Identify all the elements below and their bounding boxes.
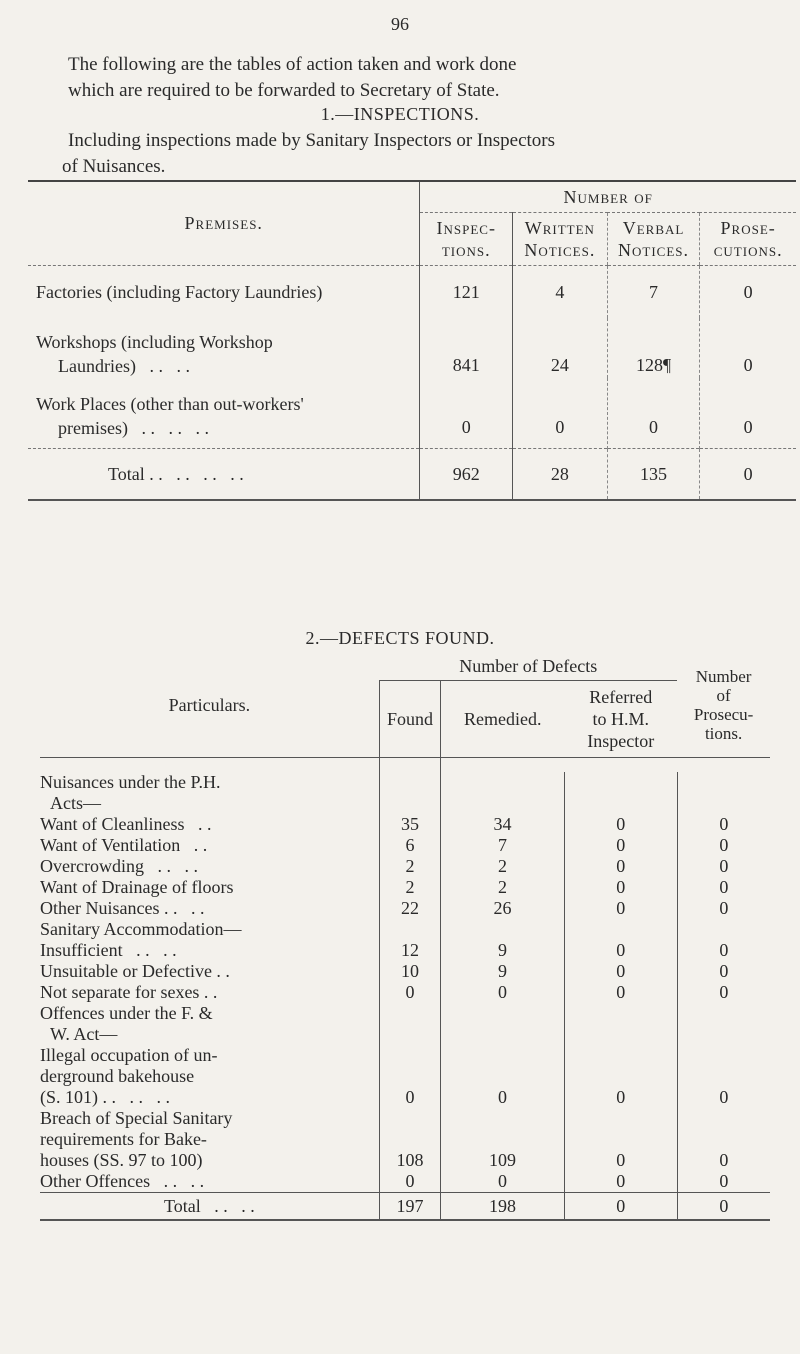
remedied-value (441, 1108, 565, 1129)
referred-value: 0 (564, 835, 677, 856)
referred-value (564, 793, 677, 814)
row-label: derground bakehouse (40, 1066, 195, 1086)
table-row (28, 378, 796, 449)
verbal-value: 7 (607, 266, 700, 319)
remedied-value (441, 1024, 565, 1045)
referred-value: 0 (564, 1171, 677, 1193)
total-verbal: 135 (607, 449, 700, 501)
remedied-value: 0 (441, 1171, 565, 1193)
found-value (379, 1003, 441, 1024)
intro-paragraph (68, 52, 768, 104)
table-row (40, 1045, 770, 1066)
total-found: 197 (379, 1193, 441, 1221)
remedied-value (441, 772, 565, 793)
section-1-subtitle-line-2: of Nuisances. (62, 156, 166, 177)
prosecutions-value (677, 1003, 770, 1024)
inspections-header: Inspec- tions. (420, 213, 513, 266)
table-row (28, 266, 796, 319)
particulars-header: Particulars. (40, 652, 379, 758)
verbal-notices-header: Verbal Notices. (607, 213, 700, 266)
found-value (379, 1066, 441, 1087)
defects-table-body (40, 772, 770, 1193)
prosecutions-value: 0 (677, 1171, 770, 1193)
remedied-value (441, 1003, 565, 1024)
row-label: Illegal occupation of un- (40, 1045, 218, 1065)
row-label: Workshops (including Workshop Laundries) . . . . (36, 332, 273, 376)
prosecutions-value: 0 (700, 318, 796, 378)
found-value: 0 (379, 982, 441, 1003)
row-label: Work Places (other than out-workers' premises) . . . . . . (36, 394, 304, 438)
table-row (40, 898, 770, 919)
number-of-defects-header: Number of Defects (379, 652, 677, 681)
remedied-header: Remedied. (441, 681, 565, 758)
total-label: Total . . . . (40, 1193, 379, 1221)
prosecutions-value (677, 1129, 770, 1150)
written-value: 0 (513, 378, 608, 449)
table-row (40, 856, 770, 877)
table-row (40, 1171, 770, 1193)
remedied-value (441, 1066, 565, 1087)
table-row (40, 835, 770, 856)
total-row (40, 1193, 770, 1221)
prosecutions-value: 0 (677, 982, 770, 1003)
section-1-subtitle (68, 128, 768, 154)
table-row (40, 814, 770, 835)
row-label: Insufficient . . . . (40, 940, 177, 960)
found-value: 2 (379, 856, 441, 877)
remedied-value (441, 1045, 565, 1066)
premises-header: Premises. (28, 182, 420, 266)
defects-table (40, 652, 770, 1221)
row-label: Want of Cleanliness . . (40, 814, 212, 834)
prosecutions-value: 0 (677, 1087, 770, 1108)
table-row (40, 1108, 770, 1129)
remedied-value: 9 (441, 940, 565, 961)
referred-value: 0 (564, 961, 677, 982)
found-header: Found (379, 681, 441, 758)
referred-value: 0 (564, 940, 677, 961)
remedied-value: 0 (441, 982, 565, 1003)
prosecutions-value (677, 1024, 770, 1045)
inspections-value: 841 (420, 318, 513, 378)
table-row (40, 1129, 770, 1150)
table-row (40, 1003, 770, 1024)
row-label: Want of Drainage of floors (40, 877, 234, 897)
prosecutions-value (677, 793, 770, 814)
found-value: 6 (379, 835, 441, 856)
row-label: requirements for Bake- (40, 1129, 207, 1149)
found-value: 22 (379, 898, 441, 919)
verbal-value: 128¶ (607, 318, 700, 378)
referred-value (564, 1003, 677, 1024)
row-label: W. Act— (50, 1024, 118, 1044)
row-label: Offences under the F. & (40, 1003, 213, 1023)
table-row (40, 1150, 770, 1171)
table-row (40, 940, 770, 961)
total-remedied: 198 (441, 1193, 565, 1221)
prosecutions-value: 0 (677, 940, 770, 961)
page-number: 96 (391, 14, 409, 34)
table-row (28, 318, 796, 378)
prosecutions-value (677, 1045, 770, 1066)
table-row (40, 1087, 770, 1108)
inspections-value: 0 (420, 378, 513, 449)
referred-value: 0 (564, 877, 677, 898)
row-label: Sanitary Accommodation— (40, 919, 242, 939)
remedied-value: 2 (441, 877, 565, 898)
found-value: 2 (379, 877, 441, 898)
remedied-value: 7 (441, 835, 565, 856)
prosecutions-value: 0 (677, 1150, 770, 1171)
referred-value: 0 (564, 982, 677, 1003)
prosecutions-value: 0 (700, 266, 796, 319)
found-value (379, 1024, 441, 1045)
row-label: Not separate for sexes . . (40, 982, 218, 1002)
row-label: Overcrowding . . . . (40, 856, 198, 876)
remedied-value: 34 (441, 814, 565, 835)
row-label: Other Offences . . . . (40, 1171, 205, 1191)
remedied-value (441, 1129, 565, 1150)
found-value: 12 (379, 940, 441, 961)
table-row (40, 793, 770, 814)
found-value (379, 772, 441, 793)
found-value: 108 (379, 1150, 441, 1171)
prosecutions-header: Number of Prosecu- tions. (677, 652, 770, 758)
total-prosecutions: 0 (677, 1193, 770, 1221)
total-written: 28 (513, 449, 608, 501)
written-value: 24 (513, 318, 608, 378)
table-row (40, 961, 770, 982)
prosecutions-value (677, 772, 770, 793)
referred-value (564, 1045, 677, 1066)
row-label: Want of Ventilation . . (40, 835, 208, 855)
remedied-value: 0 (441, 1087, 565, 1108)
found-value: 0 (379, 1171, 441, 1193)
found-value: 35 (379, 814, 441, 835)
referred-value: 0 (564, 856, 677, 877)
referred-value (564, 1108, 677, 1129)
section-2-title: 2.—DEFECTS FOUND. (305, 628, 495, 648)
row-label: Nuisances under the P.H. (40, 772, 221, 792)
total-inspections: 962 (420, 449, 513, 501)
section-1-title: 1.—INSPECTIONS. (320, 104, 480, 124)
prosecutions-value: 0 (677, 814, 770, 835)
written-notices-header: Written Notices. (513, 213, 608, 266)
found-value (379, 1129, 441, 1150)
referred-value (564, 1024, 677, 1045)
prosecutions-value (677, 1066, 770, 1087)
referred-value (564, 772, 677, 793)
row-label: Breach of Special Sanitary (40, 1108, 233, 1128)
remedied-value: 26 (441, 898, 565, 919)
table-row (40, 772, 770, 793)
row-label: Other Nuisances . . . . (40, 898, 205, 918)
referred-value: 0 (564, 1087, 677, 1108)
row-label: Factories (including Factory Laundries) (36, 282, 323, 302)
table-row (40, 1066, 770, 1087)
row-label: Unsuitable or Defective . . (40, 961, 230, 981)
intro-line-1: The following are the tables of action taken and work done (68, 54, 517, 75)
referred-value: 0 (564, 1150, 677, 1171)
table-row (40, 877, 770, 898)
referred-value: 0 (564, 814, 677, 835)
number-of-header: Number of (420, 182, 796, 213)
prosecutions-value: 0 (677, 898, 770, 919)
section-1-subtitle-line-1: Including inspections made by Sanitary Inspectors or Inspectors (68, 130, 556, 151)
referred-value (564, 919, 677, 940)
table-row (40, 919, 770, 940)
found-value (379, 1045, 441, 1066)
total-referred: 0 (564, 1193, 677, 1221)
referred-value (564, 1066, 677, 1087)
total-row (28, 449, 796, 501)
remedied-value: 9 (441, 961, 565, 982)
inspections-value: 121 (420, 266, 513, 319)
found-value: 0 (379, 1087, 441, 1108)
row-label: houses (SS. 97 to 100) (40, 1150, 203, 1170)
found-value: 10 (379, 961, 441, 982)
remedied-value: 2 (441, 856, 565, 877)
prosecutions-value: 0 (700, 378, 796, 449)
intro-line-2: which are required to be forwarded to Secretary of State. (68, 80, 500, 101)
inspections-table (28, 180, 796, 501)
verbal-value: 0 (607, 378, 700, 449)
table-row (40, 1024, 770, 1045)
found-value (379, 793, 441, 814)
referred-value: 0 (564, 898, 677, 919)
total-prosecutions: 0 (700, 449, 796, 501)
prosecutions-value (677, 1108, 770, 1129)
found-value (379, 919, 441, 940)
prosecutions-value: 0 (677, 856, 770, 877)
prosecutions-value (677, 919, 770, 940)
prosecutions-value: 0 (677, 877, 770, 898)
prosecutions-header: Prose- cutions. (700, 213, 796, 266)
prosecutions-value: 0 (677, 835, 770, 856)
remedied-value (441, 919, 565, 940)
prosecutions-value: 0 (677, 961, 770, 982)
found-value (379, 1108, 441, 1129)
referred-header: Referred to H.M. Inspector (564, 681, 677, 758)
table-row (40, 982, 770, 1003)
remedied-value (441, 793, 565, 814)
total-label: Total . . . . . . . . (28, 449, 420, 501)
referred-value (564, 1129, 677, 1150)
remedied-value: 109 (441, 1150, 565, 1171)
written-value: 4 (513, 266, 608, 319)
row-label: (S. 101) . . . . . . (40, 1087, 170, 1107)
row-label: Acts— (50, 793, 101, 813)
